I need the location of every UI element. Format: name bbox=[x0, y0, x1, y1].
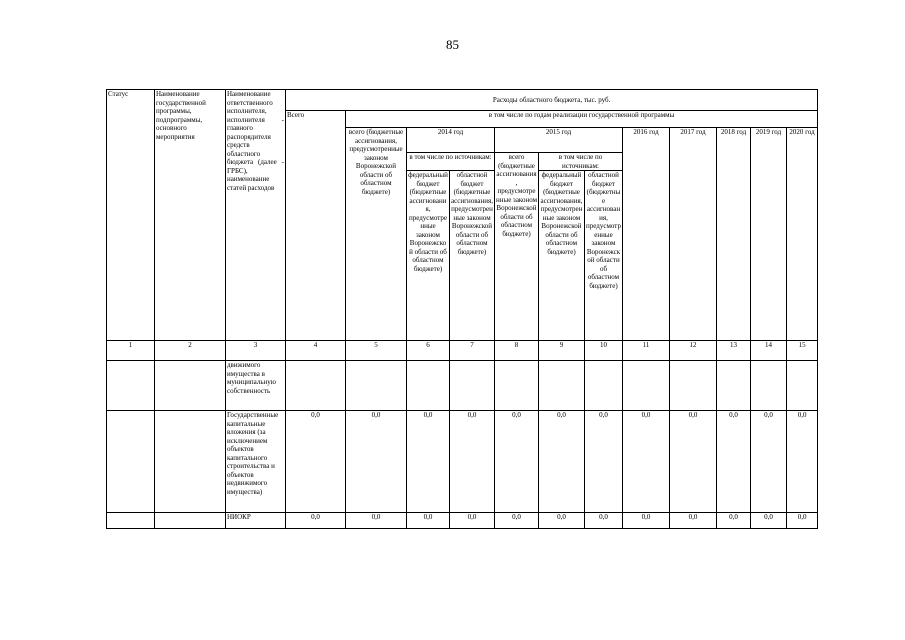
row-value-total: 0,0 bbox=[286, 513, 346, 529]
column-number: 2 bbox=[155, 341, 226, 361]
header-program-name: Наименование государственной программы, подпрограммы, основного мероприятия bbox=[155, 90, 226, 341]
row-value-2016: 0,0 bbox=[623, 513, 670, 529]
row-value-federal-2015: 0,0 bbox=[539, 411, 585, 513]
row-value-federal-2014 bbox=[407, 361, 450, 411]
table-row bbox=[107, 513, 818, 529]
row-value-2017: 0,0 bbox=[670, 411, 717, 513]
row-value-2018: 0,0 bbox=[717, 411, 751, 513]
row-value-total-2015: 0,0 bbox=[495, 513, 539, 529]
row-value-total-law bbox=[346, 361, 407, 411]
header-federal-2014: федеральный бюджет (бюджетные ассигнования, предусмотренные законом Воронежской области об областном бюджете) bbox=[407, 171, 450, 341]
row-value-2016 bbox=[623, 361, 670, 411]
header-year-2015: 2015 год bbox=[495, 128, 623, 153]
header-year-2014: 2014 год bbox=[407, 128, 495, 153]
row-value-total: 0,0 bbox=[286, 411, 346, 513]
column-number: 13 bbox=[717, 341, 751, 361]
header-regional-2015: областной бюджет (бюджетные ассигнования, предусмотренные законом Воронежской области об областном бюджете) bbox=[585, 171, 623, 341]
row-value-2019: 0,0 bbox=[751, 513, 787, 529]
header-year-2019: 2019 год bbox=[751, 128, 787, 341]
header-total-2015: всего (бюджетные ассигнования, предусмотренные законом Воронежской области об областном бюджете) bbox=[495, 153, 539, 341]
row-name: Государственные капитальные вложения (за исключением объектов капитального строительства и объектов недвижимого имущества) bbox=[226, 411, 286, 513]
budget-expenses-table bbox=[106, 89, 818, 529]
row-value-regional-2014: 0,0 bbox=[450, 513, 495, 529]
header-year-2017: 2017 год bbox=[670, 128, 717, 341]
row-value-total-2015: 0,0 bbox=[495, 411, 539, 513]
row-value-regional-2014 bbox=[450, 361, 495, 411]
header-regional-2014: областной бюджет (бюджетные ассигнования, предусмотренные законом Воронежской области об областном бюджете) bbox=[450, 171, 495, 341]
header-executor-name: Наименование ответственного исполнителя, исполнителя - главного распорядителя средств областного бюджета (далее - ГРБС), наименование статей расходов bbox=[226, 90, 286, 341]
row-value-regional-2015: 0,0 bbox=[585, 513, 623, 529]
column-number: 12 bbox=[670, 341, 717, 361]
header-federal-2015: федеральный бюджет (бюджетные ассигнования, предусмотренные законом Воронежской области об областном бюджете) bbox=[539, 171, 585, 341]
column-number: 7 bbox=[450, 341, 495, 361]
column-number: 3 bbox=[226, 341, 286, 361]
row-value-2019: 0,0 bbox=[751, 411, 787, 513]
row-value-2017: 0,0 bbox=[670, 513, 717, 529]
column-number: 1 bbox=[107, 341, 155, 361]
column-number: 6 bbox=[407, 341, 450, 361]
column-number: 15 bbox=[787, 341, 818, 361]
row-value-2020: 0,0 bbox=[787, 513, 818, 529]
column-number: 11 bbox=[623, 341, 670, 361]
row-value-2020 bbox=[787, 361, 818, 411]
header-year-2020: 2020 год bbox=[787, 128, 818, 341]
row-value-2018: 0,0 bbox=[717, 513, 751, 529]
table-row bbox=[107, 411, 818, 513]
header-by-sources-2014: в том числе по источникам: bbox=[407, 153, 495, 171]
header-expenses-title: Расходы областного бюджета, тыс. руб. bbox=[286, 90, 818, 111]
header-by-years: в том числе по годам реализации государственной программы bbox=[346, 111, 818, 128]
header-status: Статус bbox=[107, 90, 155, 341]
header-year-2016: 2016 год bbox=[623, 128, 670, 341]
table-row bbox=[107, 361, 818, 411]
column-number: 9 bbox=[539, 341, 585, 361]
row-value-2016: 0,0 bbox=[623, 411, 670, 513]
row-value-federal-2015 bbox=[539, 361, 585, 411]
row-value-federal-2014: 0,0 bbox=[407, 513, 450, 529]
column-number: 5 bbox=[346, 341, 407, 361]
column-number: 4 bbox=[286, 341, 346, 361]
row-value-total-law: 0,0 bbox=[346, 513, 407, 529]
row-name: движимого имущества в муниципальную собственность bbox=[226, 361, 286, 411]
row-value-total-2015 bbox=[495, 361, 539, 411]
header-total-law: всего (бюджетные ассигнования, предусмотренные законом Воронежской области об областном бюджете) bbox=[346, 128, 407, 341]
header-year-2018: 2018 год bbox=[717, 128, 751, 341]
row-value-2018 bbox=[717, 361, 751, 411]
header-total: Всего bbox=[286, 111, 346, 341]
row-value-federal-2015: 0,0 bbox=[539, 513, 585, 529]
header-by-sources-2015: в том числе по источникам: bbox=[539, 153, 623, 171]
row-value-2019 bbox=[751, 361, 787, 411]
row-value-regional-2015: 0,0 bbox=[585, 411, 623, 513]
row-value-regional-2015 bbox=[585, 361, 623, 411]
column-number: 8 bbox=[495, 341, 539, 361]
row-value-total bbox=[286, 361, 346, 411]
page-number: 85 bbox=[446, 37, 459, 52]
row-name: НИОКР bbox=[226, 513, 286, 529]
row-value-federal-2014: 0,0 bbox=[407, 411, 450, 513]
row-value-regional-2014: 0,0 bbox=[450, 411, 495, 513]
row-value-2020: 0,0 bbox=[787, 411, 818, 513]
column-number: 14 bbox=[751, 341, 787, 361]
column-number-row bbox=[107, 341, 818, 361]
column-number: 10 bbox=[585, 341, 623, 361]
row-value-2017 bbox=[670, 361, 717, 411]
row-value-total-law: 0,0 bbox=[346, 411, 407, 513]
